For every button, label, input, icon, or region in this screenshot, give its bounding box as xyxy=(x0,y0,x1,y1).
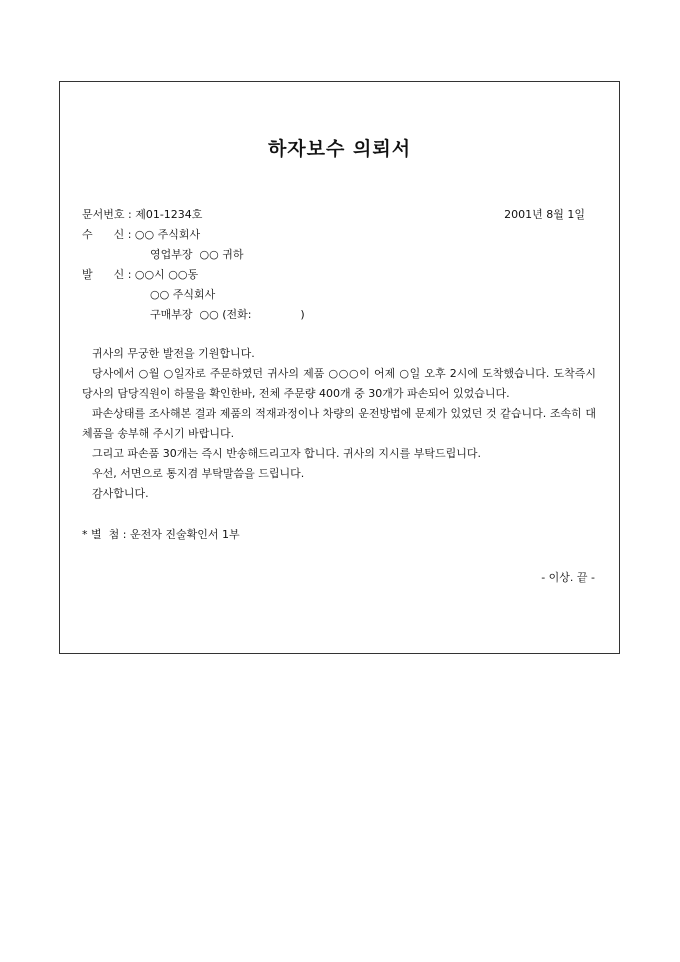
sender-line: 발 신 : ○○시 ○○동 xyxy=(82,268,199,281)
closing-mark: - 이상. 끝 - xyxy=(541,571,595,584)
document-title: 하자보수 의뢰서 xyxy=(267,138,412,160)
recipient-line: 수 신 : ○○ 주식회사 xyxy=(82,228,201,241)
letter-body xyxy=(82,344,596,504)
attachment-note: * 별 첨 : 운전자 진술확인서 1부 xyxy=(82,528,240,541)
sender-contact: 구매부장 ○○ (전화: ) xyxy=(150,308,305,321)
paragraph-cause: 파손상태를 조사해본 결과 제품의 적재과정이나 차량의 운전방법에 문제가 있었던 것 같습니다. 조속히 대체품을 송부해 주시기 바랍니다. xyxy=(82,407,596,440)
doc-date: 2001년 8월 1일 xyxy=(504,208,585,221)
paragraph-thanks: 감사합니다. xyxy=(92,487,149,500)
recipient-contact: 영업부장 ○○ 귀하 xyxy=(150,248,244,261)
paragraph-greeting: 귀사의 무궁한 발전을 기원합니다. xyxy=(92,347,255,360)
sender-company: ○○ 주식회사 xyxy=(150,288,216,301)
document-page xyxy=(59,81,620,654)
doc-number: 문서번호 : 제01-1234호 xyxy=(82,208,203,221)
paragraph-return: 그리고 파손품 30개는 즉시 반송해드리고자 합니다. 귀사의 지시를 부탁드립니다. xyxy=(92,447,481,460)
paragraph-problem: 당사에서 ○월 ○일자로 주문하였던 귀사의 제품 ○○○이 어제 ○일 오후 2시에 도착했습니다. 도착즉시 당사의 담당직원이 하물을 확인한바, 전체 주문량 400개 중 30개가 파손되어 있었습니다. xyxy=(82,367,596,400)
paragraph-request: 우선, 서면으로 통지겸 부탁말씀을 드립니다. xyxy=(92,467,305,480)
